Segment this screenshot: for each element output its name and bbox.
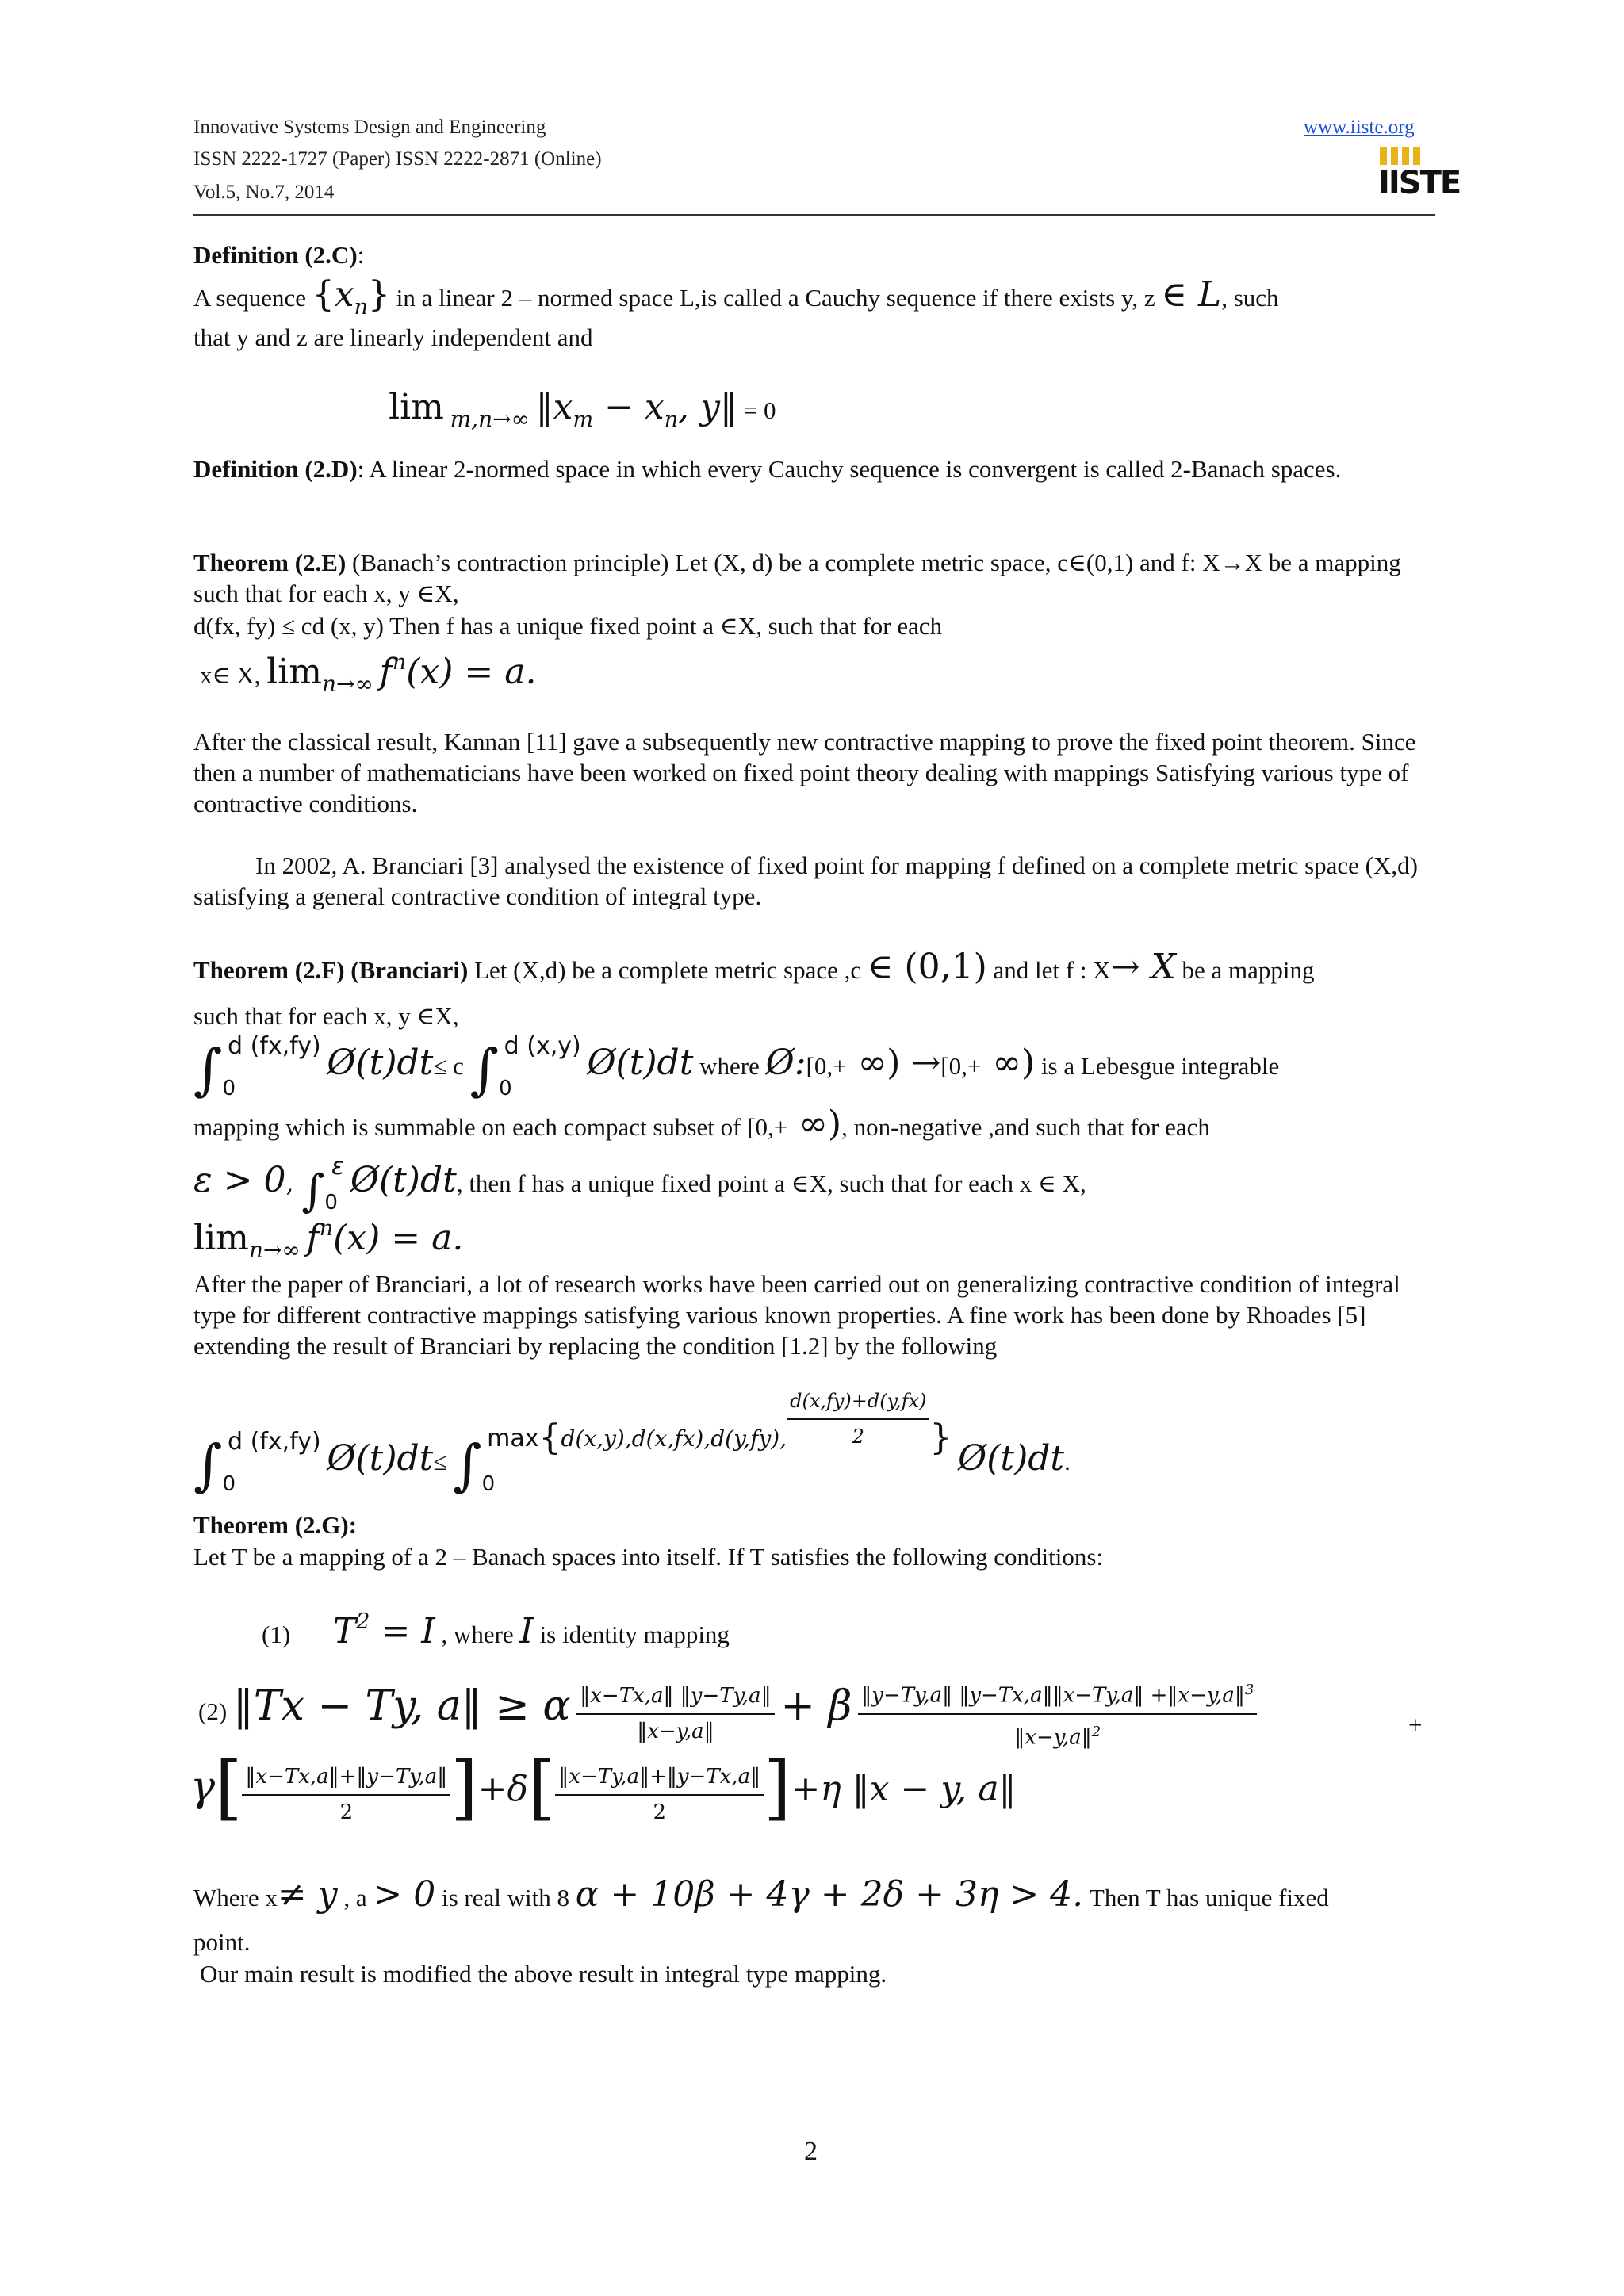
def-2c-text-a: A sequence [193, 284, 307, 312]
theorem-2f-limit: limn→∞ $f^n(x) = a$. [193, 1216, 464, 1263]
theorem-2e-line2: d(fx, fy) ≤ cd (x, y) Then f has a unique fixed point a ∈X, such that for each [193, 612, 943, 640]
rhoades-max-fraction [787, 1386, 929, 1452]
definition-2d [193, 453, 1435, 484]
where-c: is real with 8 [441, 1884, 569, 1911]
theorem-2g-where-line: Where x≠ y , a > 0 is real with 8 α + 10β + 4γ + 2δ + 3η > 4. Then T has unique fixed [193, 1874, 1329, 1915]
journal-volume: Vol.5, No.7, 2014 [193, 182, 335, 203]
rhoades-frac-den: 2 [852, 1425, 864, 1448]
theorem-2f-line4: mapping which is summable on each compact subset of [0,+ ∞), non-negative ,and such that for each [193, 1104, 1210, 1144]
theorem-2g-title [193, 1510, 357, 1540]
theorem-2g-line1: Let T be a mapping of a 2 – Banach spaces into itself. If T satisfies the following conditions: [193, 1543, 1104, 1571]
branciari-integral-equation: $\int_0d$ (fx,fy) Ø(t)dt≤ c $\int_0d$ (x,y) Ø(t)dt where Ø:[0,+ ∞) →[0,+ ∞) is a Lebesgue integrable [193, 1032, 1280, 1102]
interval-start-b: [0,+ [940, 1052, 982, 1080]
leq-c: ≤ c [433, 1052, 464, 1080]
theorem-2f-line4-a: mapping which is summable on each compact subset of [0,+ [193, 1113, 788, 1141]
condition-1-tail: is identity mapping [539, 1621, 730, 1648]
logo-bar [1402, 147, 1409, 165]
rhoades-integral-equation: $\int_0d$ (fx,fy) Ø(t)dt≤ $\int_0\max\{d(x,y),d(x,fx),d(y,fy)$, $\frac{d(x,fy)+d(y,fx)}{2}$ } Ø(t)dt. [193, 1386, 1071, 1465]
where-b: , a [343, 1884, 367, 1911]
paragraph-kannan: After the classical result, Kannan [11] gave a subsequently new contractive mapping to prove the fixed point theorem. Since then a number of mathematicians have been worked on fixed point theory dealing with mappings Satisfying various type of contractive conditions. [193, 728, 1416, 817]
theorem-2e [193, 547, 1435, 609]
definition-2c-title: Definition (2.C) [193, 241, 358, 269]
journal-issn: ISSN 2222-1727 (Paper) ISSN 2222-2871 (Online) [193, 148, 602, 170]
theorem-2e-line3: x∈ X, limn→∞ $f^n(x) = a$. [200, 650, 537, 697]
condition-1-where: , where [441, 1621, 514, 1648]
gamma-fraction: $\frac{‖x-Tx,a‖+‖y-Ty,a‖}{2}$ [242, 1762, 450, 1828]
theorem-2f-text-a: Let (X,d) be a complete metric space ,c [468, 956, 862, 984]
header-divider [193, 214, 1435, 216]
delta-fraction: $\frac{‖x-Ty,a‖+‖y-Tx,a‖}{2}$ [555, 1762, 764, 1828]
rhoades-upper-limit: d (fx,fy) [228, 1428, 321, 1456]
condition-1: (1) $T^2 = I$ , where I is identity mapping [262, 1609, 730, 1651]
definition-2c-line1 [193, 274, 1279, 323]
theorem-2f-line5: ε > 0, $\int_0\varepsilon$ Ø(t)dt, then f has a unique fixed point a ∈X, such that for each x ∈ X, [193, 1153, 1086, 1217]
iiste-logo [1378, 147, 1461, 203]
definition-2d-text: : A linear 2-normed space in which every Cauchy sequence is convergent is called 2-Banach spaces. [357, 455, 1342, 483]
alpha-fraction: $\frac{‖x-Tx,a‖ ‖y-Ty,a‖}{‖x-y,a‖}$ [576, 1681, 774, 1747]
where-a: Where x [193, 1884, 278, 1911]
definition-2c-heading [193, 239, 364, 270]
definition-2d-title: Definition (2.D) [193, 455, 358, 483]
lebesgue-text: is a Lebesgue integrable [1040, 1052, 1280, 1080]
theorem-2f-line4-b: , non-negative ,and such that for each [841, 1113, 1210, 1141]
condition-2-plus: + [1408, 1711, 1423, 1739]
def-2c-text-b: in a linear 2 – normed space L,is called a Cauchy sequence if there exists y, z [396, 284, 1155, 312]
theorem-2f-text-c: be a mapping [1182, 956, 1315, 984]
definition-2c-line2: that y and z are linearly independent and [193, 323, 593, 351]
theorem-2e-title: Theorem (2.E) [193, 549, 347, 576]
theorem-2e-x-in-X: x∈ X, [200, 661, 261, 689]
journal-url-link[interactable]: www.iiste.org [1304, 117, 1415, 138]
element-of-L-math: ∈ L [1161, 274, 1222, 315]
page-number: 2 [804, 2137, 818, 2166]
theorem-2g-title-text: Theorem (2.G): [193, 1511, 358, 1539]
logo-bar [1413, 147, 1420, 165]
cauchy-limit-equation: lim m,n→∞ $‖x_m - x_n$, y‖ = 0 [389, 387, 776, 432]
logo-bar [1391, 147, 1398, 165]
where-text: where [699, 1052, 760, 1080]
interval-start-a: [0,+ [806, 1052, 847, 1080]
logo-text: IISTE [1378, 165, 1461, 201]
paragraph-after-branciari: After the paper of Branciari, a lot of research works have been carried out on generalizing contractive condition of integral type for different contractive mappings satisfying various known properties. A fine work has been done by Rhoades [5] extending the result of Branciari by replacing the condition [1.2] by the following [193, 1270, 1400, 1360]
definition-2c-colon: : [357, 241, 365, 269]
main-result-statement: Our main result is modified the above result in integral type mapping. [200, 1960, 887, 1988]
sequence-xn-math: $\{x_n\}$ [312, 274, 390, 320]
rhoades-max: max [487, 1425, 539, 1452]
rhoades-leq: ≤ [433, 1448, 447, 1475]
condition-2-label: (2) [198, 1697, 228, 1725]
rhoades-max-args: d(x,y),d(x,fx),d(y,fy), [561, 1425, 787, 1452]
theorem-2f-line2: such that for each x, y ∈X, [193, 1002, 459, 1030]
rhoades-frac-num: d(x,fy)+d(y,fx) [787, 1386, 929, 1420]
rhoades-tail: . [1064, 1448, 1071, 1475]
theorem-2e-text: (Banach’s contraction principle) Let (X, d) be a complete metric space, c∈(0,1) and f: X→X be a mapping such that for each x, y ∈X, [193, 549, 1401, 607]
theorem-2f-text-b: and let f : X [993, 956, 1111, 984]
condition-2-line2: γ[ $\frac{‖x-Tx,a‖+‖y-Ty,a‖}{2}$ ]+δ[ $\frac{‖x-Ty,a‖+‖y-Tx,a‖}{2}$ ]+η ‖x − y, a‖ [190, 1747, 1017, 1829]
logo-bar [1380, 147, 1387, 165]
condition-1-label: (1) [262, 1621, 291, 1648]
def-2c-text-c: , such [1221, 284, 1279, 312]
integral-upper-limit-2: d (x,y) [504, 1032, 581, 1060]
paragraph-branciari-2002: In 2002, A. Branciari [3] analysed the existence of fixed point for mapping f defined on a complete metric space (X,d) satisfying a general contractive condition of integral type. [193, 851, 1418, 910]
beta-fraction: $\frac{‖y-Ty,a‖ ‖y-Tx,a‖‖x-Ty,a‖ +‖x-y,a‖^3}{‖x-y,a‖^2}$ [858, 1674, 1257, 1753]
theorem-2f-line5-b: , then f has a unique fixed point a ∈X, such that for each x ∈ X, [456, 1169, 1086, 1197]
condition-2-line1: (2) ‖Tx − Ty, a‖ ≥ α $\frac{‖x-Tx,a‖ ‖y-Ty,a‖}{‖x-y,a‖}$ + β $\frac{‖y-Ty,a‖ ‖y-Tx,a‖‖x-Ty,a‖ +‖x-y,a‖^3}{‖x-y,a‖^2}$ [198, 1674, 1257, 1762]
theorem-2g-point: point. [193, 1928, 251, 1956]
cauchy-eq-tail: = 0 [743, 396, 776, 424]
integral-upper-limit-1: d (fx,fy) [228, 1032, 321, 1060]
where-d: Then T has unique fixed [1089, 1884, 1329, 1911]
theorem-2f-title: Theorem (2.F) (Branciari) [193, 956, 469, 984]
theorem-2f-line1: Theorem (2.F) (Branciari) Let (X,d) be a complete metric space ,c ∈ (0,1) and let f : X→ X be a mapping [193, 947, 1315, 987]
journal-title: Innovative Systems Design and Engineering [193, 117, 546, 138]
